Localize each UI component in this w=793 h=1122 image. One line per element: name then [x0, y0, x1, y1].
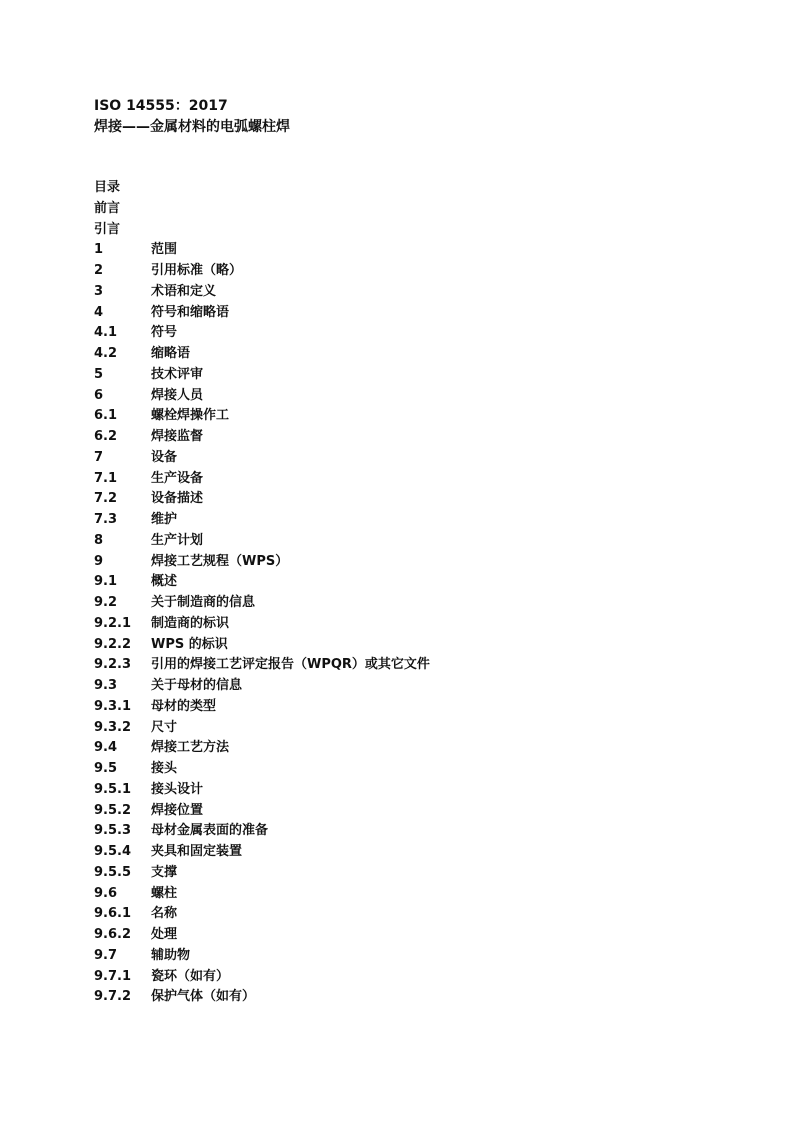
toc-entry	[94, 572, 714, 593]
toc-entry-title: 母材金属表面的准备	[151, 823, 269, 839]
toc-entry-title: 关于制造商的信息	[151, 595, 256, 610]
toc-entry	[94, 593, 714, 614]
toc-entry	[94, 801, 714, 822]
toc-entry	[94, 635, 714, 656]
toc-entry-title: 符号和缩略语	[151, 304, 230, 320]
toc-entry-number: 4.2	[94, 346, 118, 361]
toc-entry	[94, 282, 714, 303]
toc-entry	[94, 738, 714, 759]
toc-foreword: 前言	[94, 200, 121, 216]
toc-entry-number: 9.5.2	[94, 802, 132, 818]
toc-entry	[94, 261, 714, 282]
toc-entry	[94, 303, 714, 324]
toc-entry-number: 9.5.5	[94, 864, 132, 880]
toc-entry	[94, 323, 714, 344]
toc-entry-title: 辅助物	[151, 947, 191, 963]
toc-entry-title: 焊接人员	[151, 387, 204, 403]
toc-entry-title: 生产计划	[151, 532, 204, 548]
toc-entry	[94, 697, 714, 718]
toc-entries	[94, 240, 714, 1008]
toc-entry-number: 9.6.2	[94, 927, 132, 942]
toc-entry-title: 技术评审	[151, 366, 204, 382]
toc-entry	[94, 344, 714, 365]
toc-entry-title: 螺栓焊操作工	[151, 408, 230, 424]
toc-entry-title: 维护	[151, 512, 178, 527]
toc-entry	[94, 469, 714, 490]
toc-entry-title: 范围	[151, 242, 178, 258]
toc-entry-title: 生产设备	[151, 470, 204, 486]
toc-entry-title: 尺寸	[151, 719, 178, 735]
toc-entry	[94, 946, 714, 967]
toc-entry-title: 引用标准（略）	[151, 263, 243, 278]
table-of-contents	[94, 178, 714, 1008]
toc-entry-title: 支撑	[151, 864, 178, 880]
toc-entry	[94, 904, 714, 925]
toc-entry-number: 9.6.1	[94, 906, 132, 922]
toc-entry-number: 9.2.2	[94, 636, 132, 652]
toc-entry-number: 9.4	[94, 740, 118, 756]
toc-entry	[94, 718, 714, 739]
toc-entry-title: 瓷环（如有）	[151, 968, 230, 984]
toc-entry	[94, 552, 714, 573]
toc-entry-number: 2	[94, 263, 104, 278]
toc-entry-number: 7.3	[94, 512, 118, 527]
toc-entry-number: 6	[94, 387, 104, 403]
toc-entry-title: 处理	[151, 927, 178, 942]
toc-entry	[94, 863, 714, 884]
toc-entry-number: 8	[94, 532, 104, 548]
toc-entry	[94, 842, 714, 863]
toc-entry-number: 9	[94, 553, 104, 569]
toc-entry-title: 制造商的标识	[151, 615, 230, 631]
toc-entry-title: 接头设计	[151, 781, 204, 797]
toc-entry-number: 4	[94, 304, 104, 320]
toc-entry-number: 9.2.3	[94, 657, 132, 673]
toc-entry-title: 设备描述	[151, 491, 204, 507]
toc-entry	[94, 967, 714, 988]
toc-entry	[94, 365, 714, 386]
toc-introduction: 引言	[94, 221, 121, 237]
standard-number: ISO 14555：2017	[94, 98, 228, 114]
toc-entry-title: 设备	[151, 449, 178, 465]
toc-entry	[94, 655, 714, 676]
toc-entry	[94, 406, 714, 427]
toc-entry-number: 9.7	[94, 947, 118, 963]
toc-entry-number: 5	[94, 366, 104, 382]
toc-entry	[94, 427, 714, 448]
toc-entry	[94, 987, 714, 1008]
toc-entry-title: 螺柱	[151, 885, 178, 901]
toc-entry-title: 接头	[151, 761, 178, 776]
toc-entry-number: 3	[94, 283, 104, 299]
toc-entry-title: 缩略语	[151, 346, 191, 361]
toc-entry-number: 9.7.2	[94, 989, 132, 1005]
toc-heading: 目录	[94, 180, 121, 195]
toc-entry	[94, 448, 714, 469]
toc-entry-title: 焊接位置	[151, 802, 204, 818]
toc-entry-number: 7.2	[94, 491, 118, 507]
toc-entry-number: 9.1	[94, 574, 118, 590]
toc-entry-title: 母材的类型	[151, 698, 217, 714]
toc-entry-number: 9.3.2	[94, 719, 132, 735]
toc-entry-number: 7	[94, 449, 104, 465]
toc-entry	[94, 676, 714, 697]
document-title: 焊接——金属材料的电弧螺柱焊	[94, 119, 290, 135]
toc-entry	[94, 884, 714, 905]
toc-entry-number: 9.7.1	[94, 968, 132, 984]
toc-entry-number: 9.5.3	[94, 823, 132, 839]
toc-entry	[94, 821, 714, 842]
toc-entry-number: 9.5.1	[94, 781, 132, 797]
toc-entry-title: 概述	[151, 574, 178, 590]
toc-entry	[94, 780, 714, 801]
toc-entry	[94, 386, 714, 407]
toc-entry-title: 焊接监督	[151, 429, 204, 444]
toc-entry-title: 符号	[151, 325, 178, 341]
toc-entry-number: 7.1	[94, 470, 118, 486]
toc-entry-number: 1	[94, 242, 104, 258]
toc-entry-title: 关于母材的信息	[151, 678, 243, 693]
toc-entry	[94, 759, 714, 780]
toc-entry-number: 9.5	[94, 761, 118, 776]
toc-entry	[94, 510, 714, 531]
toc-entry-number: 6.1	[94, 408, 118, 424]
toc-entry-number: 4.1	[94, 325, 118, 341]
toc-entry	[94, 531, 714, 552]
toc-entry-title: 保护气体（如有）	[151, 989, 256, 1005]
toc-entry-title: 夹具和固定装置	[151, 844, 243, 859]
toc-entry-title: WPS 的标识	[151, 636, 228, 652]
document-header	[94, 96, 694, 138]
toc-entry-title: 引用的焊接工艺评定报告（WPQR）或其它文件	[151, 657, 430, 673]
toc-entry-title: 焊接工艺规程（WPS）	[151, 553, 289, 569]
toc-entry	[94, 614, 714, 635]
toc-entry-number: 9.2.1	[94, 615, 132, 631]
toc-entry	[94, 240, 714, 261]
toc-entry	[94, 489, 714, 510]
toc-entry-number: 9.2	[94, 595, 118, 610]
toc-entry-number: 9.3	[94, 678, 118, 693]
toc-entry-number: 9.6	[94, 885, 118, 901]
toc-entry-number: 9.3.1	[94, 698, 132, 714]
toc-entry	[94, 925, 714, 946]
toc-entry-title: 术语和定义	[151, 283, 217, 299]
toc-entry-title: 名称	[151, 906, 178, 922]
toc-entry-title: 焊接工艺方法	[151, 740, 230, 756]
toc-entry-number: 9.5.4	[94, 844, 132, 859]
toc-entry-number: 6.2	[94, 429, 118, 444]
